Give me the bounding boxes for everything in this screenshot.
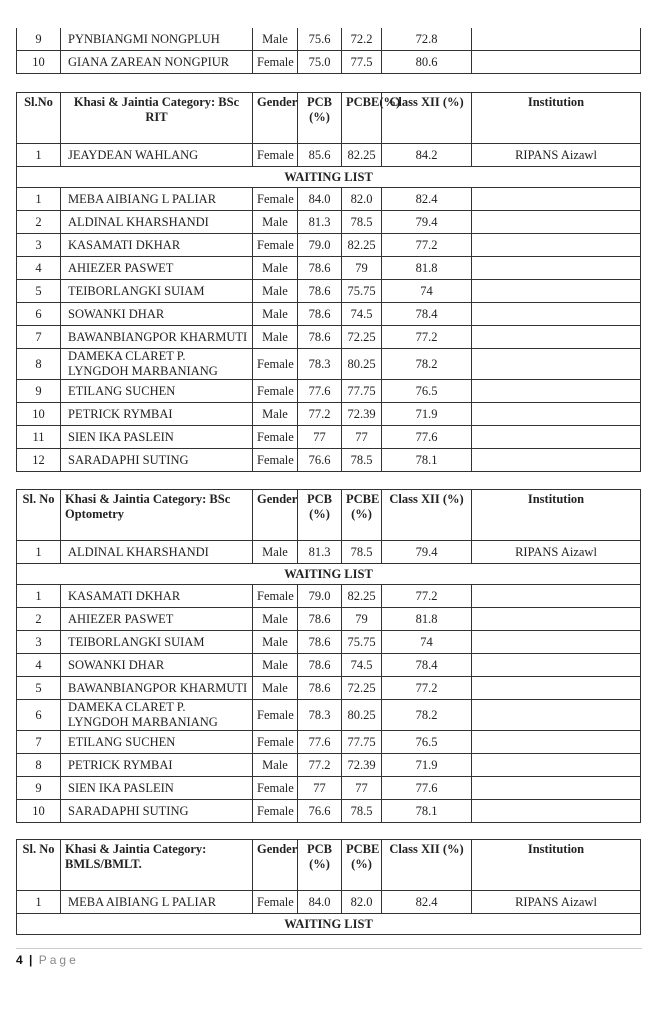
waiting-list-row <box>17 380 641 403</box>
gender-cell: Female <box>253 380 298 403</box>
serial-number-cell: 6 <box>17 303 61 326</box>
waiting-list-heading: WAITING LIST <box>17 167 641 188</box>
class-xii-cell: 74 <box>382 280 472 303</box>
class-xii-cell: 79.4 <box>382 541 472 564</box>
waiting-list-row <box>17 585 641 608</box>
header-sl-no: Sl. No <box>17 840 61 891</box>
header-pcb: PCB (%) <box>298 490 342 541</box>
page-number: 4 <box>16 953 23 967</box>
bsc-rit-table <box>16 92 641 472</box>
class-xii-cell: 78.1 <box>382 449 472 472</box>
waiting-list-row <box>17 349 641 380</box>
pcbe-cell: 74.5 <box>342 654 382 677</box>
candidate-name-cell: MEBA AIBIANG L PALIAR <box>61 188 253 211</box>
pcb-cell: 77.2 <box>298 403 342 426</box>
candidate-name-cell: ALDINAL KHARSHANDI <box>61 541 253 564</box>
pcbe-cell: 80.25 <box>342 349 382 380</box>
pcbe-cell: 79 <box>342 608 382 631</box>
pcbe-cell: 72.2 <box>342 28 382 51</box>
pcb-cell: 85.6 <box>298 144 342 167</box>
waiting-list-row <box>17 677 641 700</box>
serial-number-cell: 1 <box>17 891 61 914</box>
pcb-cell: 78.6 <box>298 280 342 303</box>
institution-cell <box>472 700 641 731</box>
institution-cell <box>472 800 641 823</box>
pcb-cell: 75.6 <box>298 28 342 51</box>
waiting-list-heading-row <box>17 914 641 935</box>
pcb-cell: 77 <box>298 777 342 800</box>
institution-cell <box>472 234 641 257</box>
pcbe-cell: 78.5 <box>342 541 382 564</box>
waiting-list-heading-row <box>17 167 641 188</box>
gender-cell: Male <box>253 403 298 426</box>
pcb-cell: 77 <box>298 426 342 449</box>
gender-cell: Male <box>253 677 298 700</box>
institution-cell <box>472 777 641 800</box>
serial-number-cell: 10 <box>17 51 61 74</box>
pcbe-cell: 77.5 <box>342 51 382 74</box>
pcbe-cell: 78.5 <box>342 800 382 823</box>
gender-cell: Male <box>253 326 298 349</box>
pcbe-cell: 72.39 <box>342 403 382 426</box>
candidate-name-cell: MEBA AIBIANG L PALIAR <box>61 891 253 914</box>
pcbe-cell: 72.25 <box>342 326 382 349</box>
waiting-list-row <box>17 449 641 472</box>
gender-cell: Female <box>253 800 298 823</box>
header-institution: Institution <box>472 490 641 541</box>
waiting-list-row <box>17 280 641 303</box>
serial-number-cell: 1 <box>17 541 61 564</box>
candidate-name-cell: AHIEZER PASWET <box>61 257 253 280</box>
page-separator: | <box>29 953 33 967</box>
header-gender: Gender <box>253 490 298 541</box>
serial-number-cell: 12 <box>17 449 61 472</box>
pcb-cell: 77.6 <box>298 380 342 403</box>
institution-cell <box>472 426 641 449</box>
pcb-cell: 78.3 <box>298 349 342 380</box>
institution-cell <box>472 303 641 326</box>
pcb-cell: 84.0 <box>298 188 342 211</box>
candidate-name-cell: SIEN IKA PASLEIN <box>61 777 253 800</box>
class-xii-cell: 78.2 <box>382 700 472 731</box>
candidate-name-cell: SARADAPHI SUTING <box>61 449 253 472</box>
waiting-list-row <box>17 257 641 280</box>
institution-cell: RIPANS Aizawl <box>472 891 641 914</box>
class-xii-cell: 77.6 <box>382 777 472 800</box>
waiting-list-row <box>17 426 641 449</box>
waiting-list-row <box>17 234 641 257</box>
candidate-name-cell: DAMEKA CLARET P. LYNGDOH MARBANIANG <box>61 700 253 731</box>
pcbe-cell: 78.5 <box>342 449 382 472</box>
pcbe-cell: 77.75 <box>342 731 382 754</box>
header-sl-no: Sl.No <box>17 93 61 144</box>
candidate-name-cell: SOWANKI DHAR <box>61 303 253 326</box>
pcb-cell: 78.6 <box>298 631 342 654</box>
pcb-cell: 78.6 <box>298 608 342 631</box>
header-pcbe: PCBE(%) <box>342 93 382 144</box>
header-pcbe: PCBE (%) <box>342 490 382 541</box>
continued-merit-table <box>16 28 641 74</box>
gender-cell: Female <box>253 349 298 380</box>
pcb-cell: 81.3 <box>298 211 342 234</box>
gender-cell: Male <box>253 654 298 677</box>
waiting-list-row <box>17 631 641 654</box>
institution-cell <box>472 654 641 677</box>
candidate-name-cell: ETILANG SUCHEN <box>61 380 253 403</box>
gender-cell: Male <box>253 211 298 234</box>
institution-cell <box>472 585 641 608</box>
pcbe-cell: 75.75 <box>342 280 382 303</box>
pcb-cell: 78.6 <box>298 677 342 700</box>
class-xii-cell: 72.8 <box>382 28 472 51</box>
header-institution: Institution <box>472 93 641 144</box>
serial-number-cell: 8 <box>17 754 61 777</box>
class-xii-cell: 77.2 <box>382 326 472 349</box>
footer-divider <box>16 948 642 949</box>
header-category: Khasi & Jaintia Category: BSc Optometry <box>61 490 253 541</box>
pcb-cell: 81.3 <box>298 541 342 564</box>
gender-cell: Female <box>253 188 298 211</box>
class-xii-cell: 76.5 <box>382 380 472 403</box>
serial-number-cell: 9 <box>17 28 61 51</box>
pcbe-cell: 82.25 <box>342 585 382 608</box>
class-xii-cell: 79.4 <box>382 211 472 234</box>
header-class-xii: Class XII (%) <box>382 840 472 891</box>
class-xii-cell: 77.2 <box>382 234 472 257</box>
class-xii-cell: 84.2 <box>382 144 472 167</box>
pcb-cell: 77.6 <box>298 731 342 754</box>
pcbe-cell: 74.5 <box>342 303 382 326</box>
header-pcb: PCB (%) <box>298 840 342 891</box>
institution-cell <box>472 677 641 700</box>
pcb-cell: 76.6 <box>298 449 342 472</box>
serial-number-cell: 6 <box>17 700 61 731</box>
candidate-name-cell: PYNBIANGMI NONGPLUH <box>61 28 253 51</box>
pcbe-cell: 77 <box>342 426 382 449</box>
institution-cell <box>472 280 641 303</box>
page-label: Page <box>38 953 79 967</box>
gender-cell: Male <box>253 257 298 280</box>
serial-number-cell: 4 <box>17 654 61 677</box>
candidate-name-cell: KASAMATI DKHAR <box>61 585 253 608</box>
pcb-cell: 79.0 <box>298 585 342 608</box>
candidate-name-cell: DAMEKA CLARET P. LYNGDOH MARBANIANG <box>61 349 253 380</box>
bsc-optometry-table <box>16 489 641 823</box>
gender-cell: Male <box>253 280 298 303</box>
institution-cell <box>472 28 641 51</box>
class-xii-cell: 82.4 <box>382 188 472 211</box>
header-gender: Gender <box>253 93 298 144</box>
candidate-name-cell: SIEN IKA PASLEIN <box>61 426 253 449</box>
institution-cell <box>472 731 641 754</box>
serial-number-cell: 3 <box>17 234 61 257</box>
class-xii-cell: 71.9 <box>382 403 472 426</box>
pcb-cell: 78.6 <box>298 303 342 326</box>
waiting-list-heading-row <box>17 564 641 585</box>
candidate-name-cell: TEIBORLANGKI SUIAM <box>61 631 253 654</box>
pcbe-cell: 78.5 <box>342 211 382 234</box>
pcb-cell: 79.0 <box>298 234 342 257</box>
gender-cell: Male <box>253 754 298 777</box>
header-category: Khasi & Jaintia Category: BSc RIT <box>61 93 253 144</box>
pcb-cell: 78.6 <box>298 326 342 349</box>
institution-cell <box>472 754 641 777</box>
pcbe-cell: 77 <box>342 777 382 800</box>
waiting-list-row <box>17 654 641 677</box>
header-sl-no: Sl. No <box>17 490 61 541</box>
gender-cell: Female <box>253 891 298 914</box>
class-xii-cell: 76.5 <box>382 731 472 754</box>
candidate-name-cell: BAWANBIANGPOR KHARMUTI <box>61 326 253 349</box>
institution-cell <box>472 608 641 631</box>
class-xii-cell: 77.2 <box>382 677 472 700</box>
class-xii-cell: 78.4 <box>382 654 472 677</box>
header-class-xii: Class XII (%) <box>382 93 472 144</box>
class-xii-cell: 77.2 <box>382 585 472 608</box>
serial-number-cell: 5 <box>17 280 61 303</box>
pcbe-cell: 77.75 <box>342 380 382 403</box>
gender-cell: Female <box>253 731 298 754</box>
serial-number-cell: 4 <box>17 257 61 280</box>
candidate-name-cell: SOWANKI DHAR <box>61 654 253 677</box>
serial-number-cell: 1 <box>17 144 61 167</box>
serial-number-cell: 2 <box>17 211 61 234</box>
class-xii-cell: 78.1 <box>382 800 472 823</box>
pcb-cell: 78.6 <box>298 654 342 677</box>
pcb-cell: 84.0 <box>298 891 342 914</box>
serial-number-cell: 7 <box>17 731 61 754</box>
candidate-name-cell: TEIBORLANGKI SUIAM <box>61 280 253 303</box>
waiting-list-row <box>17 731 641 754</box>
candidate-name-cell: PETRICK RYMBAI <box>61 754 253 777</box>
page-footer <box>16 953 79 967</box>
serial-number-cell: 11 <box>17 426 61 449</box>
waiting-list-row <box>17 608 641 631</box>
pcb-cell: 77.2 <box>298 754 342 777</box>
pcbe-cell: 82.25 <box>342 234 382 257</box>
header-institution: Institution <box>472 840 641 891</box>
header-pcb: PCB (%) <box>298 93 342 144</box>
candidate-name-cell: PETRICK RYMBAI <box>61 403 253 426</box>
institution-cell <box>472 188 641 211</box>
serial-number-cell: 9 <box>17 380 61 403</box>
pcb-cell: 75.0 <box>298 51 342 74</box>
serial-number-cell: 1 <box>17 188 61 211</box>
institution-cell: RIPANS Aizawl <box>472 144 641 167</box>
pcb-cell: 78.3 <box>298 700 342 731</box>
pcb-cell: 76.6 <box>298 800 342 823</box>
serial-number-cell: 2 <box>17 608 61 631</box>
gender-cell: Male <box>253 541 298 564</box>
pcbe-cell: 75.75 <box>342 631 382 654</box>
class-xii-cell: 71.9 <box>382 754 472 777</box>
waiting-list-row <box>17 326 641 349</box>
institution-cell <box>472 326 641 349</box>
pcbe-cell: 72.39 <box>342 754 382 777</box>
merit-row <box>17 51 641 74</box>
institution-cell <box>472 403 641 426</box>
candidate-name-cell: JEAYDEAN WAHLANG <box>61 144 253 167</box>
header-category: Khasi & Jaintia Category: BMLS/BMLT. <box>61 840 253 891</box>
gender-cell: Female <box>253 777 298 800</box>
waiting-list-row <box>17 403 641 426</box>
candidate-name-cell: GIANA ZAREAN NONGPIUR <box>61 51 253 74</box>
candidate-name-cell: ALDINAL KHARSHANDI <box>61 211 253 234</box>
candidate-name-cell: BAWANBIANGPOR KHARMUTI <box>61 677 253 700</box>
class-xii-cell: 82.4 <box>382 891 472 914</box>
institution-cell <box>472 449 641 472</box>
waiting-list-row <box>17 777 641 800</box>
pcb-cell: 78.6 <box>298 257 342 280</box>
pcbe-cell: 82.0 <box>342 188 382 211</box>
merit-row <box>17 28 641 51</box>
waiting-list-heading: WAITING LIST <box>17 914 641 935</box>
header-class-xii: Class XII (%) <box>382 490 472 541</box>
merit-row <box>17 891 641 914</box>
candidate-name-cell: SARADAPHI SUTING <box>61 800 253 823</box>
header-pcbe: PCBE (%) <box>342 840 382 891</box>
institution-cell <box>472 211 641 234</box>
gender-cell: Female <box>253 426 298 449</box>
gender-cell: Female <box>253 51 298 74</box>
waiting-list-row <box>17 754 641 777</box>
class-xii-cell: 80.6 <box>382 51 472 74</box>
gender-cell: Female <box>253 449 298 472</box>
waiting-list-row <box>17 188 641 211</box>
class-xii-cell: 78.4 <box>382 303 472 326</box>
class-xii-cell: 81.8 <box>382 608 472 631</box>
gender-cell: Male <box>253 608 298 631</box>
waiting-list-row <box>17 211 641 234</box>
institution-cell <box>472 257 641 280</box>
serial-number-cell: 8 <box>17 349 61 380</box>
waiting-list-row <box>17 700 641 731</box>
pcbe-cell: 79 <box>342 257 382 280</box>
institution-cell: RIPANS Aizawl <box>472 541 641 564</box>
serial-number-cell: 3 <box>17 631 61 654</box>
gender-cell: Female <box>253 144 298 167</box>
class-xii-cell: 78.2 <box>382 349 472 380</box>
serial-number-cell: 7 <box>17 326 61 349</box>
gender-cell: Female <box>253 234 298 257</box>
waiting-list-row <box>17 800 641 823</box>
institution-cell <box>472 631 641 654</box>
serial-number-cell: 10 <box>17 800 61 823</box>
gender-cell: Male <box>253 631 298 654</box>
candidate-name-cell: AHIEZER PASWET <box>61 608 253 631</box>
institution-cell <box>472 51 641 74</box>
candidate-name-cell: ETILANG SUCHEN <box>61 731 253 754</box>
waiting-list-row <box>17 303 641 326</box>
pcbe-cell: 82.25 <box>342 144 382 167</box>
serial-number-cell: 9 <box>17 777 61 800</box>
institution-cell <box>472 349 641 380</box>
header-gender: Gender <box>253 840 298 891</box>
gender-cell: Female <box>253 585 298 608</box>
class-xii-cell: 77.6 <box>382 426 472 449</box>
institution-cell <box>472 380 641 403</box>
serial-number-cell: 5 <box>17 677 61 700</box>
pcbe-cell: 80.25 <box>342 700 382 731</box>
pcbe-cell: 72.25 <box>342 677 382 700</box>
gender-cell: Male <box>253 303 298 326</box>
class-xii-cell: 81.8 <box>382 257 472 280</box>
merit-row <box>17 144 641 167</box>
candidate-name-cell: KASAMATI DKHAR <box>61 234 253 257</box>
bmls-bmlt-table <box>16 839 641 935</box>
class-xii-cell: 74 <box>382 631 472 654</box>
pcbe-cell: 82.0 <box>342 891 382 914</box>
gender-cell: Male <box>253 28 298 51</box>
waiting-list-heading: WAITING LIST <box>17 564 641 585</box>
serial-number-cell: 1 <box>17 585 61 608</box>
serial-number-cell: 10 <box>17 403 61 426</box>
gender-cell: Female <box>253 700 298 731</box>
merit-row <box>17 541 641 564</box>
